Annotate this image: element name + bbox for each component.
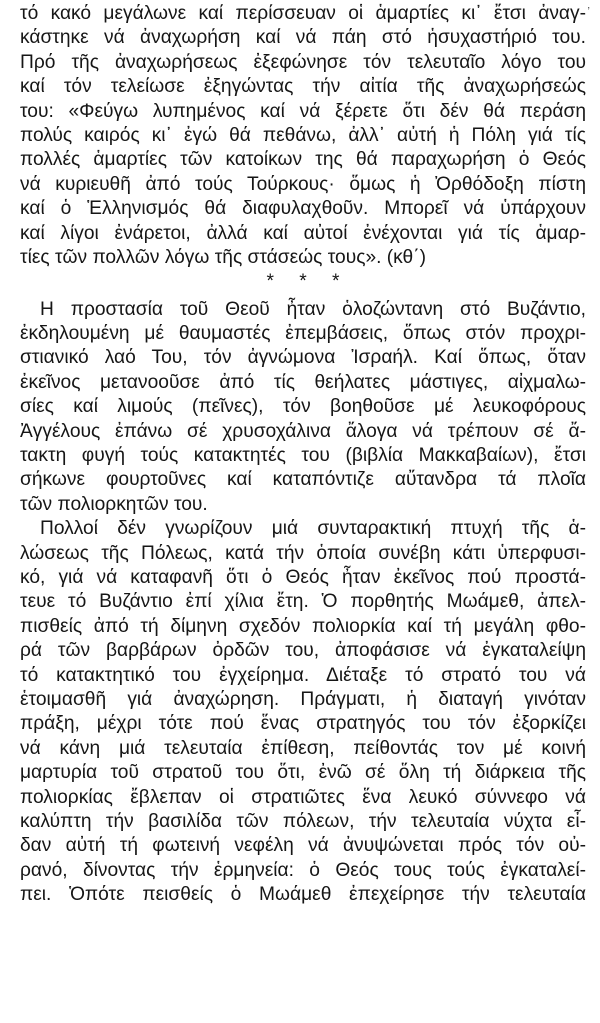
text-line: Πολλοί δέν γνωρίζουν μιά συνταρακτική πτυχή τῆς ἁ- bbox=[40, 518, 586, 540]
text-line: καί λίγοι ἐνάρετοι, ἀλλά καί αὐτοί ἐνέχονται γιά τίς ἁμαρ- bbox=[20, 222, 586, 244]
text-line: τευε τό Βυζάντιο ἐπί χίλια ἔτη. Ὁ πορθητής Μωάμεθ, ἀπελ- bbox=[20, 591, 586, 613]
text-line: λώσεως τῆς Πόλεως, κατά τήν ὁποία συνέβη κάτι ὑπερφυσι- bbox=[20, 542, 586, 564]
text-line: νά κάνη μιά τελευταία ἐπίθεση, πείθοντάς τον μέ κοινή bbox=[20, 737, 586, 759]
text-line: πολλές ἁμαρτίες τῶν κατοίκων της θά παραχωρήση ὁ Θεός bbox=[20, 149, 586, 171]
text-line: δαν αὐτή τή φωτεινή νεφέλη νά ἀνυψώνεται πρός τόν οὐ- bbox=[20, 835, 586, 857]
text-line: κό, γιά νά καταφανῆ ὅτι ὁ Θεός ἦταν ἐκεῖνος πού προστά- bbox=[20, 566, 586, 588]
section-separator: * * * bbox=[266, 271, 350, 293]
text-line: τακτη φυγή τούς κατακτητές του (βιβλία Μακκαβαίων), ἔτσι bbox=[20, 445, 586, 467]
text-line: του: «Φεύγω λυπημένος καί νά ξέρετε ὅτι δέν θά περάση bbox=[20, 100, 586, 122]
text-line: Η προστασία τοῦ Θεοῦ ἦταν ὁλοζώντανη στό Βυζάντιο, bbox=[40, 298, 586, 320]
text-line: πολιορκίας ἔβλεπαν οἱ στρατιῶτες ἕνα λευκό σύννεφο νά bbox=[20, 786, 586, 808]
corner-mark: ʼ bbox=[587, 6, 590, 18]
text-line: σήκωνε φουρτοῦνες καί καταπόντιζε αὔτανδρα τά πλοῖα bbox=[20, 469, 586, 491]
paragraph-2 bbox=[20, 298, 586, 518]
text-line: νά κυριευθῆ ἀπό τούς Τούρκους· ὅμως ἡ Ὀρθόδοξη πίστη bbox=[20, 173, 586, 195]
text-line: τό κατακτητικό του ἐγχείρημα. Διέταξε τό στρατό του νά bbox=[20, 664, 586, 686]
text-line: πράξη, μέχρι τότε πού ἕνας στρατηγός του τόν ἐξορκίζει bbox=[20, 713, 586, 735]
text-line: πει. Ὁπότε πεισθείς ὁ Μωάμεθ ἐπεχείρησε τήν τελευταία bbox=[20, 884, 586, 906]
text-line: μαρτυρία τοῦ στρατοῦ του ὅτι, ἐνῶ σέ ὅλη τή διάρκεια τῆς bbox=[20, 762, 586, 784]
text-line: Ἀγγέλους ἐπάνω σέ χρυσοχάλινα ἄλογα νά τρέπουν σέ ἄ- bbox=[20, 420, 586, 442]
text-line: τίες τῶν πολλῶν λόγω τῆς στάσεώς τους». (κθ΄) bbox=[20, 246, 426, 268]
text-line: πισθείς ἀπό τή δίμηνη σχεδόν πολιορκία καί τή μεγάλη φθο- bbox=[20, 615, 586, 637]
text-line: τῶν πολιορκητῶν του. bbox=[20, 493, 208, 515]
text-line: ἐκεῖνος μετανοοῦσε ἀπό τίς θεήλατες μάστιγες, αἰχμαλω- bbox=[20, 371, 586, 393]
text-line: κάστηκε νά ἀναχωρήση καί νά πάη στό ἡσυχαστήριό του. bbox=[20, 27, 586, 49]
text-line: καλύπτη τήν βασιλίδα τῶν πόλεων, τήν τελευταία νύχτα εἶ- bbox=[20, 810, 586, 832]
text-line: στιανικό λαό Του, τόν ἀγνώμονα Ἰσραήλ. Καί ὅπως, ὅταν bbox=[20, 347, 586, 369]
text-line: τό κακό μεγάλωνε καί περίσσευαν οἱ ἁμαρτίες κι᾿ ἔτσι ἀναγ- bbox=[20, 3, 586, 24]
text-line: ἐκδηλουμένη μέ θαυμαστές ἐπεμβάσεις, ὅπως στόν προχρι- bbox=[20, 323, 586, 345]
text-line: ἑτοιμασθῆ γιά ἀναχώρηση. Πράγματι, ἡ διαταγή γινόταν bbox=[20, 688, 586, 710]
text-line: ρά τῶν βαρβάρων ὀρδῶν του, ἀποφάσισε νά ἐγκαταλείψη bbox=[20, 640, 586, 662]
text-line: πολύς καιρός κι᾿ ἐγώ θά πεθάνω, ἀλλ᾿ αὐτή ἡ Πόλη γιά τίς bbox=[20, 124, 586, 146]
text-line: σίες καί λιμούς (πεῖνες), τόν βοηθοῦσε μέ λευκοφόρους bbox=[20, 396, 586, 418]
text-line: καί ὁ Ἑλληνισμός θά διαφυλαχθοῦν. Μπορεῖ νά ὑπάρχουν bbox=[20, 198, 586, 220]
paragraph-1 bbox=[20, 2, 586, 270]
text-line: καί τόν τελείωσε ἐξηγώντας τήν αἰτία τῆς ἀναχωρήσεώς bbox=[20, 76, 586, 98]
text-line: Πρό τῆς ἀναχωρήσεως ἐξεφώνησε τόν τελευταῖο λόγο του bbox=[20, 51, 586, 73]
paragraph-3 bbox=[20, 517, 586, 907]
text-line: ρανό, δίνοντας τήν ἑρμηνεία: ὁ Θεός τους τούς ἐγκαταλεί- bbox=[20, 859, 586, 881]
